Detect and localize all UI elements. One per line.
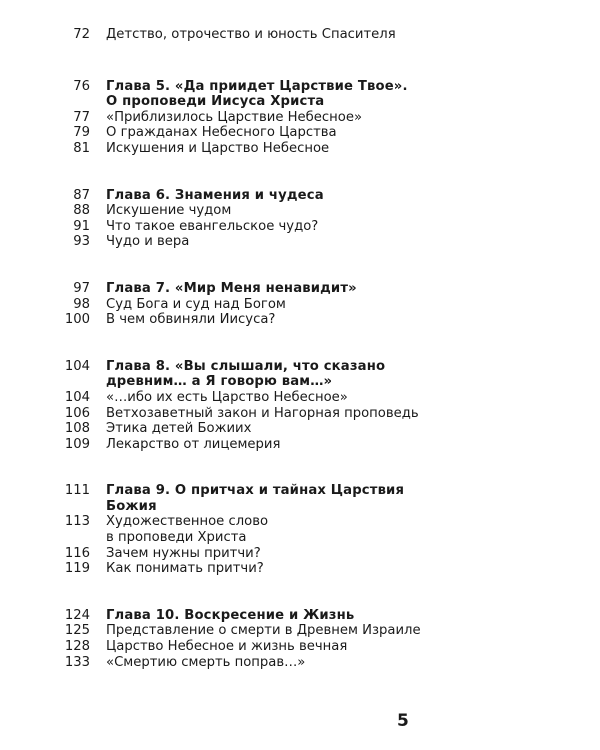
page-ref: 119 — [64, 561, 90, 577]
toc-entry — [0, 234, 600, 250]
toc-entry — [0, 219, 600, 235]
section-title: Суд Бога и суд над Богом — [106, 296, 286, 312]
toc-entry — [0, 203, 600, 219]
toc-entry — [0, 27, 600, 43]
section-title: Детство, отрочество и юность Спасителя — [106, 27, 396, 42]
toc-entry — [0, 437, 600, 453]
page-ref: 76 — [73, 78, 90, 94]
toc-entry — [0, 406, 600, 422]
section-title: Царство Небесное и жизнь вечная — [106, 639, 348, 655]
chapter-heading — [0, 608, 600, 624]
chapter-heading — [0, 483, 600, 499]
section-title: «…ибо их есть Царство Небесное» — [106, 389, 348, 405]
toc-entry — [0, 530, 600, 546]
toc-entry — [0, 312, 600, 328]
section-title: Что такое евангельское чудо? — [106, 218, 319, 234]
chapter-heading — [0, 499, 600, 515]
chapter-title: Глава 6. Знамения и чудеса — [106, 187, 324, 203]
page-ref: 81 — [73, 140, 90, 156]
toc-entry — [0, 110, 600, 126]
toc-entry — [0, 546, 600, 562]
page-number: 5 — [397, 711, 409, 731]
page-ref: 106 — [64, 405, 90, 421]
chapter-title: Глава 8. «Вы слышали, что сказано — [106, 358, 386, 374]
section-title: Как понимать притчи? — [106, 561, 264, 577]
toc-entry — [0, 390, 600, 406]
page-ref: 128 — [64, 639, 90, 655]
chapter-title: Глава 10. Воскресение и Жизнь — [106, 607, 355, 623]
section-title: Лекарство от лицемерия — [106, 436, 281, 452]
page-ref: 104 — [64, 358, 90, 374]
section-title: Художественное слово — [106, 514, 269, 530]
section-title: Чудо и вера — [106, 234, 190, 250]
page-ref: 77 — [73, 109, 90, 125]
section-title: в проповеди Христа — [106, 530, 247, 546]
chapter-heading — [0, 94, 600, 110]
section-title: Представление о смерти в Древнем Израиле — [106, 623, 421, 639]
page-ref: 97 — [73, 280, 90, 296]
page-ref: 98 — [73, 296, 90, 312]
toc-entry — [0, 561, 600, 577]
page-ref: 124 — [64, 607, 90, 623]
page-ref: 88 — [73, 203, 90, 219]
chapter-heading — [0, 188, 600, 204]
toc-entry — [0, 141, 600, 157]
page-ref: 111 — [64, 483, 90, 499]
page-ref: 108 — [64, 421, 90, 437]
page-ref: 87 — [73, 187, 90, 203]
section-title: Этика детей Божиих — [106, 421, 252, 437]
chapter-title: Глава 9. О притчах и тайнах Царствия — [106, 483, 405, 499]
section-title: «Приблизилось Царствие Небесное» — [106, 109, 363, 125]
toc-entry — [0, 514, 600, 530]
page-ref: 125 — [64, 623, 90, 639]
toc-entry — [0, 623, 600, 639]
section-title: Искушения и Царство Небесное — [106, 140, 330, 156]
page-ref: 113 — [64, 514, 90, 530]
section-title: «Смертию смерть поправ…» — [106, 654, 306, 670]
chapter-heading — [0, 359, 600, 375]
toc-entry — [0, 125, 600, 141]
toc-entry — [0, 421, 600, 437]
chapter-title: Глава 7. «Мир Меня ненавидит» — [106, 280, 357, 296]
toc-entry — [0, 655, 600, 671]
toc-entry — [0, 297, 600, 313]
page-ref: 100 — [64, 312, 90, 328]
chapter-title: О проповеди Иисуса Христа — [106, 94, 325, 110]
table-of-contents — [0, 27, 600, 670]
page-ref: 72 — [73, 27, 90, 42]
page-ref: 79 — [73, 125, 90, 141]
page-ref: 133 — [64, 654, 90, 670]
page-ref: 116 — [64, 545, 90, 561]
chapter-heading — [0, 281, 600, 297]
section-title: О гражданах Небесного Царства — [106, 125, 337, 141]
chapter-title: Глава 5. «Да приидет Царствие Твое». — [106, 78, 408, 94]
toc-entry — [0, 639, 600, 655]
page-ref: 104 — [64, 389, 90, 405]
section-title: Искушение чудом — [106, 203, 232, 219]
section-title: Зачем нужны притчи? — [106, 545, 261, 561]
page-ref: 93 — [73, 234, 90, 250]
chapter-heading — [0, 79, 600, 95]
chapter-heading — [0, 374, 600, 390]
section-title: Ветхозаветный закон и Нагорная проповедь — [106, 405, 419, 421]
chapter-title: древним… а Я говорю вам…» — [106, 374, 333, 390]
chapter-title: Божия — [106, 498, 157, 514]
page-ref: 91 — [73, 218, 90, 234]
section-title: В чем обвиняли Иисуса? — [106, 312, 276, 328]
page-ref: 109 — [64, 436, 90, 452]
